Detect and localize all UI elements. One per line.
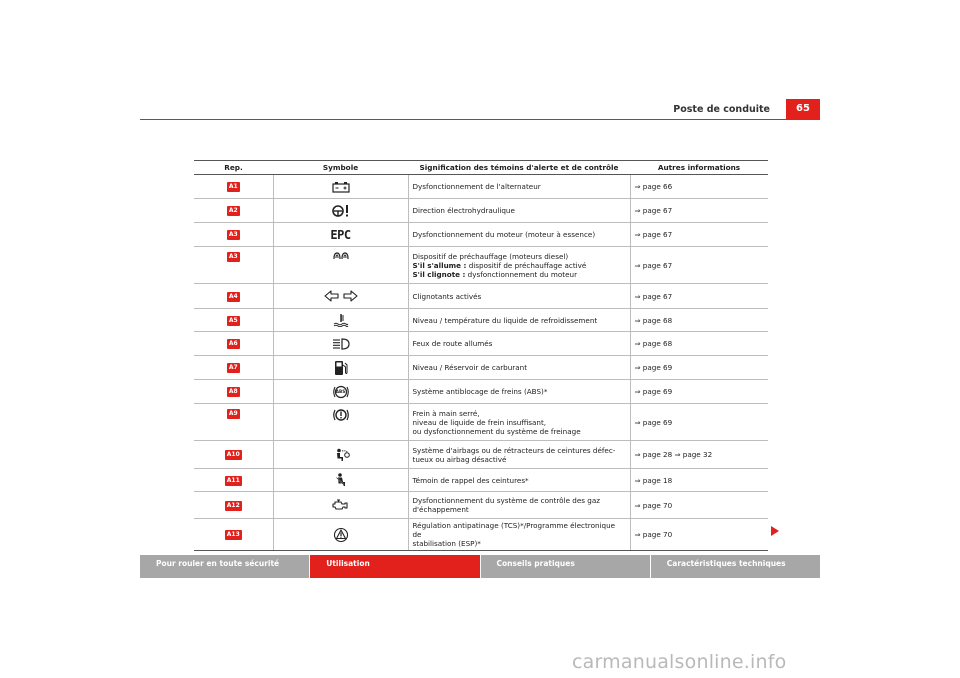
table-row [194,247,768,284]
turn-signals-icon [273,284,408,309]
description: Frein à main serré, [412,408,480,418]
table-row [194,175,768,199]
header-rule [140,119,820,120]
abs-icon [273,380,408,404]
rep-badge: A12 [226,501,240,509]
description: d'échappement [412,505,469,514]
page-header-title: Poste de conduite [673,104,770,115]
table-row [194,492,768,519]
brake-icon [273,404,408,441]
description: stabilisation (ESP)* [412,539,481,548]
tab-pour-rouler-en-toute-securite[interactable]: Pour rouler en toute sécurité [140,555,309,578]
page-reference: ⇒ page 67 [634,291,673,301]
description: Direction électrohydraulique [412,206,515,215]
continue-arrow-icon [771,526,779,536]
page-reference: ⇒ page 69 [634,417,673,427]
glow-plug-icon [273,247,408,284]
rep-badge: A4 [228,292,238,300]
tab-caracteristiques-techniques[interactable]: Caractéristiques techniques [651,555,820,578]
column-header-symbole: Symbole [273,161,408,175]
tab-conseils-pratiques[interactable]: Conseils pratiques [481,555,650,578]
column-header-signification: Signification des témoins d'alerte et de contrôle [408,161,630,175]
description: Dispositif de préchauffage (moteurs diesel) [412,251,569,261]
description: Clignotants activés [412,291,482,301]
page-reference: ⇒ page 70 [634,530,673,539]
description: Témoin de rappel des ceintures* [412,475,529,485]
page-reference: ⇒ page 69 [634,363,673,372]
description: tueux ou airbag désactivé [412,454,507,464]
description: niveau de liquide de frein insuffisant, [412,417,547,427]
page-reference: ⇒ page 67 [634,206,673,215]
description: Système antiblocage de freins (ABS)* [412,387,548,396]
description: Niveau / Réservoir de carburant [412,363,528,372]
description-bold: S'il clignote : [412,269,466,279]
table-row [194,380,768,404]
indicator-table [194,160,768,551]
page-reference: ⇒ page 67 [634,230,673,239]
battery-icon [273,175,408,199]
rep-badge: A6 [228,340,238,347]
column-header-rep: Rep. [194,161,273,175]
description: Feux de route allumés [412,339,493,348]
rep-badge: A3 [228,253,238,260]
description-detail [413,261,626,270]
page-reference: ⇒ page 68 [634,315,673,325]
description: Système d'airbags ou de rétracteurs de ceintures défec- [412,445,616,455]
abs-icon-label: ABS [335,388,346,394]
description-detail [413,270,626,279]
description: Dysfonctionnement du moteur (moteur à essence) [412,230,596,239]
rep-badge: A9 [228,410,238,417]
engine-exhaust-icon [273,492,408,519]
rep-badge: A3 [228,231,238,238]
power-steering-icon [273,199,408,223]
rep-badge: A11 [226,476,240,484]
rep-badge: A8 [228,388,238,395]
fuel-icon [273,356,408,380]
description-rest: dysfonctionnement du moteur [465,269,578,279]
table-row [194,284,768,309]
page-reference: ⇒ page 69 [634,387,673,396]
high-beam-icon [273,332,408,356]
table-row [194,404,768,441]
column-header-autres-informations: Autres informations [630,161,768,175]
page-reference: ⇒ page 70 [634,500,673,510]
page-reference: ⇒ page 67 [634,260,673,270]
page-reference: ⇒ page 18 [634,475,673,485]
coolant-icon [273,309,408,332]
table-row [194,441,768,469]
section-tabs [140,555,820,578]
rep-badge: A7 [228,364,238,371]
table-row [194,309,768,332]
description: Dysfonctionnement du système de contrôle des gaz [412,496,601,505]
table-row [194,519,768,551]
rep-badge: A1 [228,183,238,190]
description-rest: dispositif de préchauffage activé [466,260,587,270]
description-bold: S'il s'allume : [412,260,467,270]
watermark: carmanualsonline.info [572,651,787,673]
epc-icon-label: EPC [330,227,351,242]
rep-badge: A10 [226,451,240,458]
traction-control-icon [273,519,408,551]
table-row [194,199,768,223]
table-row [194,356,768,380]
page-reference: ⇒ page 66 [634,182,673,191]
page-reference: ⇒ page 68 [634,339,673,348]
airbag-icon [273,441,408,469]
page-reference: ⇒ page 28 ⇒ page 32 [634,450,713,459]
description: ou dysfonctionnement du système de freinage [412,426,581,436]
epc-icon [273,223,408,247]
description: Régulation antipatinage (TCS)*/Programme électronique de [412,521,616,539]
tab-utilisation[interactable]: Utilisation [310,555,479,578]
rep-badge: A13 [226,531,240,538]
page-number-badge: 65 [786,99,820,119]
table-row [194,332,768,356]
description: Niveau / température du liquide de refroidissement [412,315,598,325]
table-row [194,223,768,247]
table-header-row [194,161,768,175]
table-row [194,469,768,492]
rep-badge: A2 [228,207,238,214]
description: Dysfonctionnement de l'alternateur [412,182,541,191]
rep-badge: A5 [228,316,238,324]
seatbelt-icon [273,469,408,492]
